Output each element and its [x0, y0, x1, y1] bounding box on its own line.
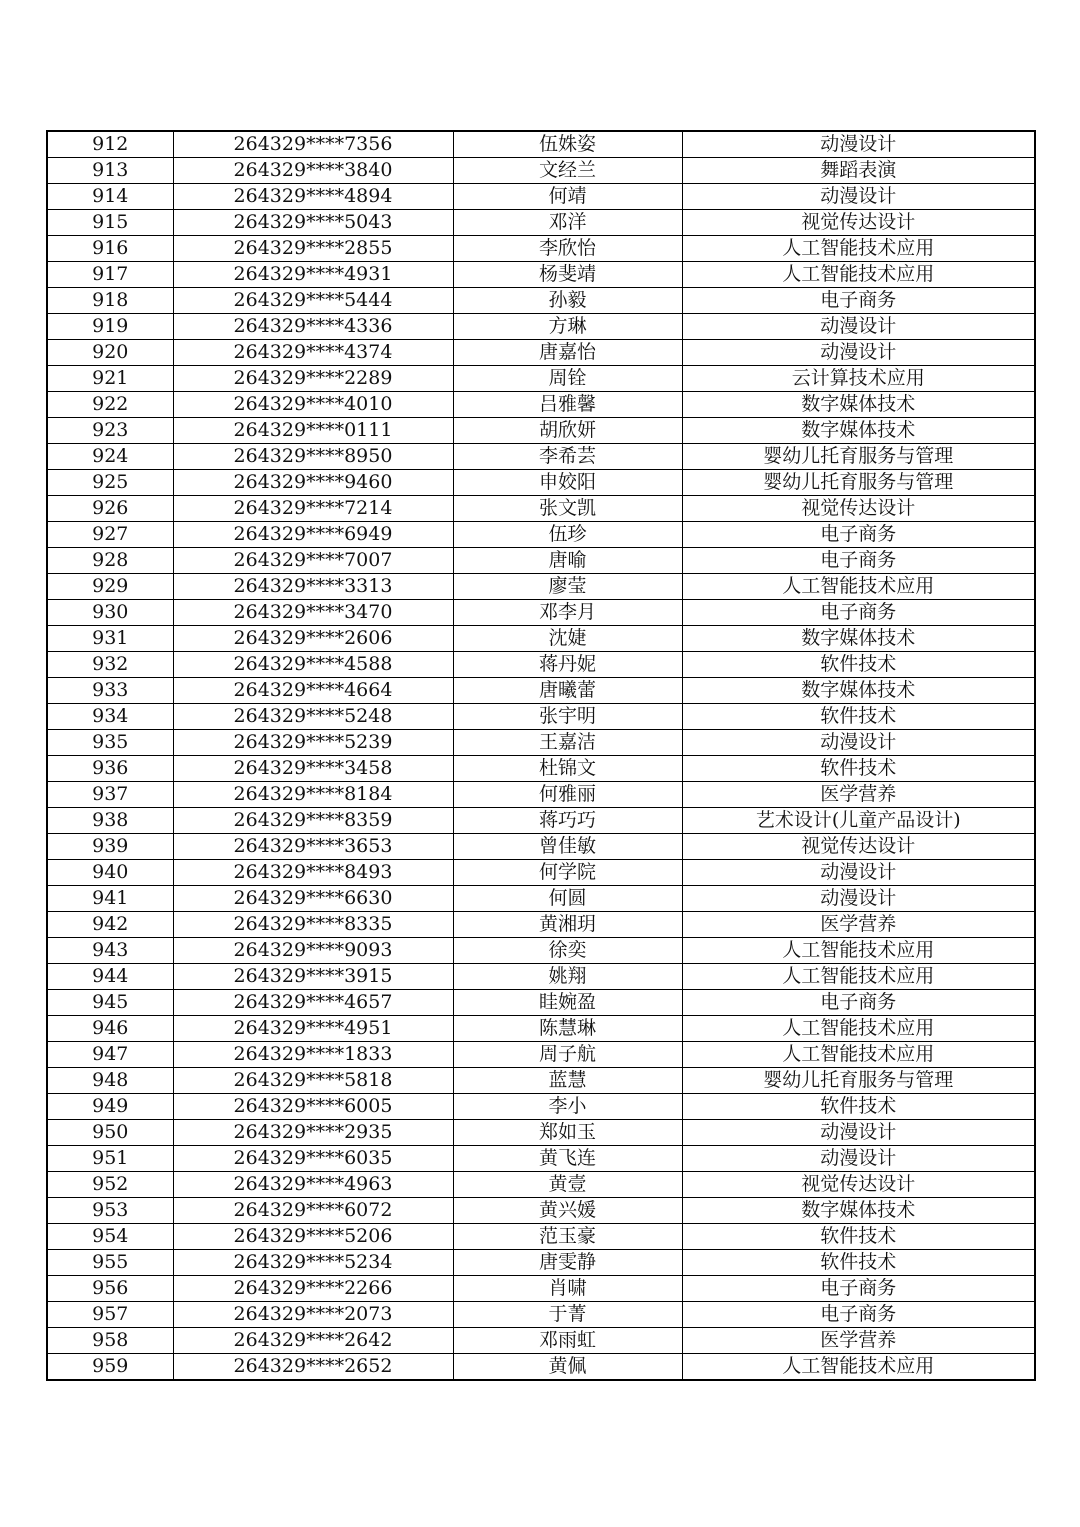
student-name-cell: 文经兰 [453, 158, 682, 184]
major-cell: 视觉传达设计 [682, 496, 1035, 522]
row-number-cell: 916 [47, 236, 173, 262]
id-number-cell: 264329****9460 [173, 470, 453, 496]
student-name-cell: 伍珍 [453, 522, 682, 548]
student-name-cell: 张文凯 [453, 496, 682, 522]
student-name-cell: 周子航 [453, 1042, 682, 1068]
table-row [47, 1120, 1035, 1146]
id-number-cell: 264329****4588 [173, 652, 453, 678]
row-number-cell: 942 [47, 912, 173, 938]
id-number-cell: 264329****8335 [173, 912, 453, 938]
student-name-cell: 何雅丽 [453, 782, 682, 808]
major-cell: 电子商务 [682, 1276, 1035, 1302]
id-number-cell: 264329****3915 [173, 964, 453, 990]
student-name-cell: 吕雅馨 [453, 392, 682, 418]
major-cell: 医学营养 [682, 912, 1035, 938]
major-cell: 人工智能技术应用 [682, 938, 1035, 964]
student-name-cell: 黄兴媛 [453, 1198, 682, 1224]
id-number-cell: 264329****6072 [173, 1198, 453, 1224]
major-cell: 医学营养 [682, 782, 1035, 808]
student-name-cell: 唐曦蕾 [453, 678, 682, 704]
id-number-cell: 264329****2855 [173, 236, 453, 262]
table-row [47, 392, 1035, 418]
student-name-cell: 蓝慧 [453, 1068, 682, 1094]
table-row [47, 782, 1035, 808]
student-name-cell: 曾佳敏 [453, 834, 682, 860]
id-number-cell: 264329****4951 [173, 1016, 453, 1042]
row-number-cell: 954 [47, 1224, 173, 1250]
student-name-cell: 杨斐靖 [453, 262, 682, 288]
table-row [47, 158, 1035, 184]
table-row [47, 1302, 1035, 1328]
major-cell: 视觉传达设计 [682, 210, 1035, 236]
id-number-cell: 264329****2606 [173, 626, 453, 652]
major-cell: 医学营养 [682, 1328, 1035, 1354]
major-cell: 数字媒体技术 [682, 1198, 1035, 1224]
table-body [47, 131, 1035, 1380]
student-name-cell: 李小 [453, 1094, 682, 1120]
student-name-cell: 肖啸 [453, 1276, 682, 1302]
student-name-cell: 邓洋 [453, 210, 682, 236]
row-number-cell: 937 [47, 782, 173, 808]
row-number-cell: 927 [47, 522, 173, 548]
row-number-cell: 918 [47, 288, 173, 314]
row-number-cell: 959 [47, 1354, 173, 1381]
student-name-cell: 何学院 [453, 860, 682, 886]
id-number-cell: 264329****5206 [173, 1224, 453, 1250]
table-row [47, 626, 1035, 652]
row-number-cell: 934 [47, 704, 173, 730]
major-cell: 软件技术 [682, 1250, 1035, 1276]
row-number-cell: 931 [47, 626, 173, 652]
row-number-cell: 914 [47, 184, 173, 210]
id-number-cell: 264329****8359 [173, 808, 453, 834]
row-number-cell: 943 [47, 938, 173, 964]
table-row [47, 1328, 1035, 1354]
row-number-cell: 926 [47, 496, 173, 522]
table-row [47, 548, 1035, 574]
table-row [47, 418, 1035, 444]
major-cell: 软件技术 [682, 756, 1035, 782]
row-number-cell: 950 [47, 1120, 173, 1146]
row-number-cell: 953 [47, 1198, 173, 1224]
student-name-cell: 胡欣妍 [453, 418, 682, 444]
student-name-cell: 何靖 [453, 184, 682, 210]
major-cell: 动漫设计 [682, 1146, 1035, 1172]
id-number-cell: 264329****3470 [173, 600, 453, 626]
table-row [47, 1224, 1035, 1250]
id-number-cell: 264329****1833 [173, 1042, 453, 1068]
student-name-cell: 周铨 [453, 366, 682, 392]
id-number-cell: 264329****4374 [173, 340, 453, 366]
table-row [47, 834, 1035, 860]
major-cell: 电子商务 [682, 600, 1035, 626]
row-number-cell: 939 [47, 834, 173, 860]
major-cell: 人工智能技术应用 [682, 1042, 1035, 1068]
id-number-cell: 264329****4336 [173, 314, 453, 340]
table-row [47, 574, 1035, 600]
major-cell: 数字媒体技术 [682, 418, 1035, 444]
id-number-cell: 264329****3653 [173, 834, 453, 860]
major-cell: 动漫设计 [682, 886, 1035, 912]
table-row [47, 938, 1035, 964]
student-name-cell: 伍姝姿 [453, 131, 682, 158]
table-row [47, 131, 1035, 158]
major-cell: 视觉传达设计 [682, 1172, 1035, 1198]
row-number-cell: 932 [47, 652, 173, 678]
row-number-cell: 920 [47, 340, 173, 366]
row-number-cell: 951 [47, 1146, 173, 1172]
row-number-cell: 958 [47, 1328, 173, 1354]
table-row [47, 1146, 1035, 1172]
student-name-cell: 何圆 [453, 886, 682, 912]
major-cell: 人工智能技术应用 [682, 1016, 1035, 1042]
major-cell: 人工智能技术应用 [682, 236, 1035, 262]
id-number-cell: 264329****9093 [173, 938, 453, 964]
id-number-cell: 264329****4963 [173, 1172, 453, 1198]
table-row [47, 730, 1035, 756]
id-number-cell: 264329****5818 [173, 1068, 453, 1094]
row-number-cell: 915 [47, 210, 173, 236]
student-name-cell: 申姣阳 [453, 470, 682, 496]
id-number-cell: 264329****7007 [173, 548, 453, 574]
table-row [47, 522, 1035, 548]
id-number-cell: 264329****8950 [173, 444, 453, 470]
table-row [47, 262, 1035, 288]
student-name-cell: 陈慧琳 [453, 1016, 682, 1042]
row-number-cell: 923 [47, 418, 173, 444]
id-number-cell: 264329****7356 [173, 131, 453, 158]
student-name-cell: 杜锦文 [453, 756, 682, 782]
student-name-cell: 王嘉洁 [453, 730, 682, 756]
major-cell: 软件技术 [682, 1094, 1035, 1120]
student-name-cell: 黄湘玥 [453, 912, 682, 938]
student-name-cell: 孙毅 [453, 288, 682, 314]
id-number-cell: 264329****5444 [173, 288, 453, 314]
major-cell: 婴幼儿托育服务与管理 [682, 444, 1035, 470]
table-row [47, 808, 1035, 834]
id-number-cell: 264329****2289 [173, 366, 453, 392]
row-number-cell: 928 [47, 548, 173, 574]
row-number-cell: 933 [47, 678, 173, 704]
table-row [47, 184, 1035, 210]
id-number-cell: 264329****2073 [173, 1302, 453, 1328]
student-name-cell: 邓雨虹 [453, 1328, 682, 1354]
row-number-cell: 913 [47, 158, 173, 184]
id-number-cell: 264329****8493 [173, 860, 453, 886]
id-number-cell: 264329****3840 [173, 158, 453, 184]
table-row [47, 236, 1035, 262]
major-cell: 软件技术 [682, 1224, 1035, 1250]
table-row [47, 1172, 1035, 1198]
row-number-cell: 944 [47, 964, 173, 990]
row-number-cell: 957 [47, 1302, 173, 1328]
major-cell: 云计算技术应用 [682, 366, 1035, 392]
row-number-cell: 955 [47, 1250, 173, 1276]
id-number-cell: 264329****4894 [173, 184, 453, 210]
major-cell: 动漫设计 [682, 184, 1035, 210]
major-cell: 视觉传达设计 [682, 834, 1035, 860]
major-cell: 动漫设计 [682, 1120, 1035, 1146]
row-number-cell: 935 [47, 730, 173, 756]
id-number-cell: 264329****2642 [173, 1328, 453, 1354]
row-number-cell: 952 [47, 1172, 173, 1198]
table-row [47, 496, 1035, 522]
major-cell: 人工智能技术应用 [682, 262, 1035, 288]
row-number-cell: 945 [47, 990, 173, 1016]
table-row [47, 1250, 1035, 1276]
id-number-cell: 264329****6630 [173, 886, 453, 912]
table-row [47, 1042, 1035, 1068]
id-number-cell: 264329****8184 [173, 782, 453, 808]
major-cell: 数字媒体技术 [682, 678, 1035, 704]
table-row [47, 314, 1035, 340]
major-cell: 电子商务 [682, 288, 1035, 314]
student-name-cell: 郑如玉 [453, 1120, 682, 1146]
major-cell: 动漫设计 [682, 860, 1035, 886]
table-row [47, 444, 1035, 470]
id-number-cell: 264329****2935 [173, 1120, 453, 1146]
table-row [47, 600, 1035, 626]
major-cell: 动漫设计 [682, 340, 1035, 366]
student-name-cell: 沈婕 [453, 626, 682, 652]
major-cell: 软件技术 [682, 704, 1035, 730]
row-number-cell: 912 [47, 131, 173, 158]
table-row [47, 1016, 1035, 1042]
major-cell: 数字媒体技术 [682, 392, 1035, 418]
student-name-cell: 蒋巧巧 [453, 808, 682, 834]
table-row [47, 756, 1035, 782]
student-name-cell: 黄飞连 [453, 1146, 682, 1172]
table-row [47, 886, 1035, 912]
id-number-cell: 264329****6005 [173, 1094, 453, 1120]
major-cell: 动漫设计 [682, 131, 1035, 158]
id-number-cell: 264329****4664 [173, 678, 453, 704]
id-number-cell: 264329****4657 [173, 990, 453, 1016]
major-cell: 动漫设计 [682, 314, 1035, 340]
major-cell: 人工智能技术应用 [682, 1354, 1035, 1381]
student-name-cell: 唐喻 [453, 548, 682, 574]
row-number-cell: 941 [47, 886, 173, 912]
table-row [47, 860, 1035, 886]
row-number-cell: 919 [47, 314, 173, 340]
student-name-cell: 于菁 [453, 1302, 682, 1328]
student-name-cell: 姚翔 [453, 964, 682, 990]
id-number-cell: 264329****4010 [173, 392, 453, 418]
major-cell: 数字媒体技术 [682, 626, 1035, 652]
student-name-cell: 黄佩 [453, 1354, 682, 1381]
row-number-cell: 946 [47, 1016, 173, 1042]
student-name-cell: 张宇明 [453, 704, 682, 730]
id-number-cell: 264329****3458 [173, 756, 453, 782]
row-number-cell: 929 [47, 574, 173, 600]
student-name-cell: 蒋丹妮 [453, 652, 682, 678]
table-row [47, 340, 1035, 366]
major-cell: 电子商务 [682, 990, 1035, 1016]
student-name-cell: 唐雯静 [453, 1250, 682, 1276]
id-number-cell: 264329****0111 [173, 418, 453, 444]
student-name-cell: 眭婉盈 [453, 990, 682, 1016]
row-number-cell: 922 [47, 392, 173, 418]
student-name-cell: 唐嘉怡 [453, 340, 682, 366]
student-name-cell: 邓李月 [453, 600, 682, 626]
id-number-cell: 264329****3313 [173, 574, 453, 600]
student-name-cell: 廖莹 [453, 574, 682, 600]
table-row [47, 1094, 1035, 1120]
table-row [47, 652, 1035, 678]
major-cell: 婴幼儿托育服务与管理 [682, 1068, 1035, 1094]
major-cell: 人工智能技术应用 [682, 574, 1035, 600]
major-cell: 人工智能技术应用 [682, 964, 1035, 990]
table-row [47, 964, 1035, 990]
student-name-cell: 徐奕 [453, 938, 682, 964]
id-number-cell: 264329****5248 [173, 704, 453, 730]
id-number-cell: 264329****2652 [173, 1354, 453, 1381]
row-number-cell: 930 [47, 600, 173, 626]
table-row [47, 210, 1035, 236]
table-row [47, 704, 1035, 730]
id-number-cell: 264329****6949 [173, 522, 453, 548]
table-row [47, 470, 1035, 496]
student-name-cell: 方琳 [453, 314, 682, 340]
id-number-cell: 264329****7214 [173, 496, 453, 522]
table-row [47, 1068, 1035, 1094]
major-cell: 动漫设计 [682, 730, 1035, 756]
major-cell: 电子商务 [682, 548, 1035, 574]
major-cell: 电子商务 [682, 522, 1035, 548]
major-cell: 舞蹈表演 [682, 158, 1035, 184]
student-name-cell: 李希芸 [453, 444, 682, 470]
row-number-cell: 921 [47, 366, 173, 392]
table-row [47, 678, 1035, 704]
major-cell: 电子商务 [682, 1302, 1035, 1328]
major-cell: 艺术设计(儿童产品设计) [682, 808, 1035, 834]
table-row [47, 1354, 1035, 1381]
student-name-cell: 黄壹 [453, 1172, 682, 1198]
table-row [47, 912, 1035, 938]
id-number-cell: 264329****4931 [173, 262, 453, 288]
id-number-cell: 264329****5234 [173, 1250, 453, 1276]
row-number-cell: 936 [47, 756, 173, 782]
id-number-cell: 264329****6035 [173, 1146, 453, 1172]
id-number-cell: 264329****2266 [173, 1276, 453, 1302]
student-name-cell: 李欣怡 [453, 236, 682, 262]
major-cell: 婴幼儿托育服务与管理 [682, 470, 1035, 496]
row-number-cell: 949 [47, 1094, 173, 1120]
table-row [47, 1198, 1035, 1224]
table-row [47, 366, 1035, 392]
row-number-cell: 947 [47, 1042, 173, 1068]
major-cell: 软件技术 [682, 652, 1035, 678]
table-row [47, 288, 1035, 314]
table-row [47, 990, 1035, 1016]
student-list-table [46, 130, 1036, 1381]
row-number-cell: 917 [47, 262, 173, 288]
row-number-cell: 938 [47, 808, 173, 834]
row-number-cell: 924 [47, 444, 173, 470]
row-number-cell: 948 [47, 1068, 173, 1094]
row-number-cell: 956 [47, 1276, 173, 1302]
id-number-cell: 264329****5239 [173, 730, 453, 756]
row-number-cell: 940 [47, 860, 173, 886]
student-name-cell: 范玉豪 [453, 1224, 682, 1250]
id-number-cell: 264329****5043 [173, 210, 453, 236]
row-number-cell: 925 [47, 470, 173, 496]
table-row [47, 1276, 1035, 1302]
